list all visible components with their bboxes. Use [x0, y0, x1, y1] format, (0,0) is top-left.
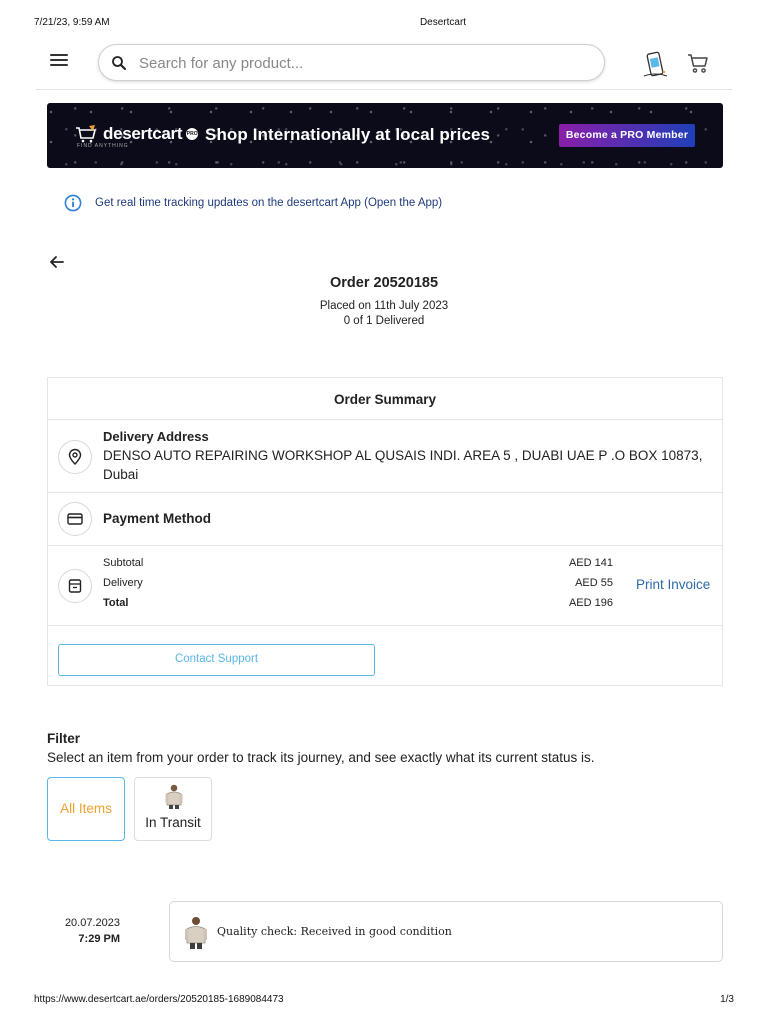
app-tracking-text: Get real time tracking updates on the desertcart App (Open the App) [95, 197, 443, 209]
info-icon [64, 194, 82, 212]
order-placed-date: Placed on 11th July 2023 [319, 300, 449, 312]
delivery-address-label: Delivery Address [103, 429, 209, 444]
mobile-app-icon[interactable] [640, 50, 670, 80]
back-arrow-icon[interactable] [47, 252, 67, 272]
cart-logo-icon [75, 125, 99, 143]
filter-chip-label: All Items [60, 801, 112, 816]
delivery-value: AED 55 [575, 577, 613, 589]
timeline-time: 7:29 PM [78, 933, 120, 945]
filter-chip-label: In Transit [145, 815, 201, 830]
filter-chip-in-transit[interactable] [134, 777, 212, 841]
total-label: Total [103, 597, 129, 609]
print-invoice-link[interactable]: Print Invoice [636, 577, 711, 592]
subtotal-value: AED 141 [568, 557, 613, 569]
print-page-title: Desertcart [419, 17, 467, 28]
print-footer [0, 994, 768, 1008]
top-bar [36, 40, 732, 90]
brand-logo [75, 123, 198, 145]
search-bar [98, 44, 605, 81]
timeline-event-text: Quality check: Received in good condition [217, 925, 452, 938]
print-header [0, 17, 768, 31]
app-tracking-notice[interactable] [64, 194, 442, 212]
timeline-event-card [169, 901, 723, 962]
become-pro-button[interactable]: Become a PRO Member [559, 124, 695, 147]
subtotal-line [103, 557, 613, 569]
search-icon[interactable] [110, 54, 128, 72]
delivery-address-row [48, 420, 722, 493]
order-summary-card [47, 377, 723, 686]
search-input[interactable] [139, 51, 579, 75]
promo-banner[interactable] [47, 103, 723, 168]
order-delivery-status: 0 of 1 Delivered [343, 315, 425, 327]
order-summary-heading: Order Summary [48, 378, 722, 420]
payment-method-row [48, 493, 722, 546]
cart-icon[interactable] [686, 51, 710, 75]
product-thumbnail-icon [163, 783, 185, 809]
filter-chip-all-items[interactable] [47, 777, 125, 841]
banner-title: Shop Internationally at local prices [205, 125, 491, 144]
contact-support-button[interactable]: Contact Support [58, 644, 375, 676]
location-pin-icon [58, 440, 92, 474]
order-title: Order 20520185 [329, 275, 439, 291]
print-page-number: 1/3 [720, 994, 734, 1005]
filter-title: Filter [47, 731, 81, 746]
total-line [103, 597, 613, 609]
total-value: AED 196 [568, 597, 613, 609]
delivery-label: Delivery [103, 577, 143, 589]
print-timestamp: 7/21/23, 9:59 AM [34, 17, 110, 28]
brand-tagline: FIND ANYTHING [77, 143, 129, 149]
delivery-address-value: DENSO AUTO REPAIRING WORKSHOP AL QUSAIS INDI. AREA 5 , DUABI UAE P .O BOX 10873, Dubai [103, 448, 703, 482]
order-totals-row [48, 546, 722, 626]
invoice-icon [58, 569, 92, 603]
print-url: https://www.desertcart.ae/orders/20520185-1689084473 [34, 994, 284, 1005]
timeline-date: 20.07.2023 [64, 917, 120, 929]
filter-description: Select an item from your order to track its journey, and see exactly what its current status is. [47, 750, 595, 765]
brand-name: desertcart [103, 124, 183, 143]
brand-pro-badge: PRO [186, 128, 198, 140]
hamburger-menu-icon[interactable] [48, 52, 70, 70]
credit-card-icon [58, 502, 92, 536]
subtotal-label: Subtotal [103, 557, 144, 569]
product-thumbnail-icon [183, 915, 209, 949]
delivery-line [103, 577, 613, 589]
payment-method-label: Payment Method [103, 511, 212, 526]
